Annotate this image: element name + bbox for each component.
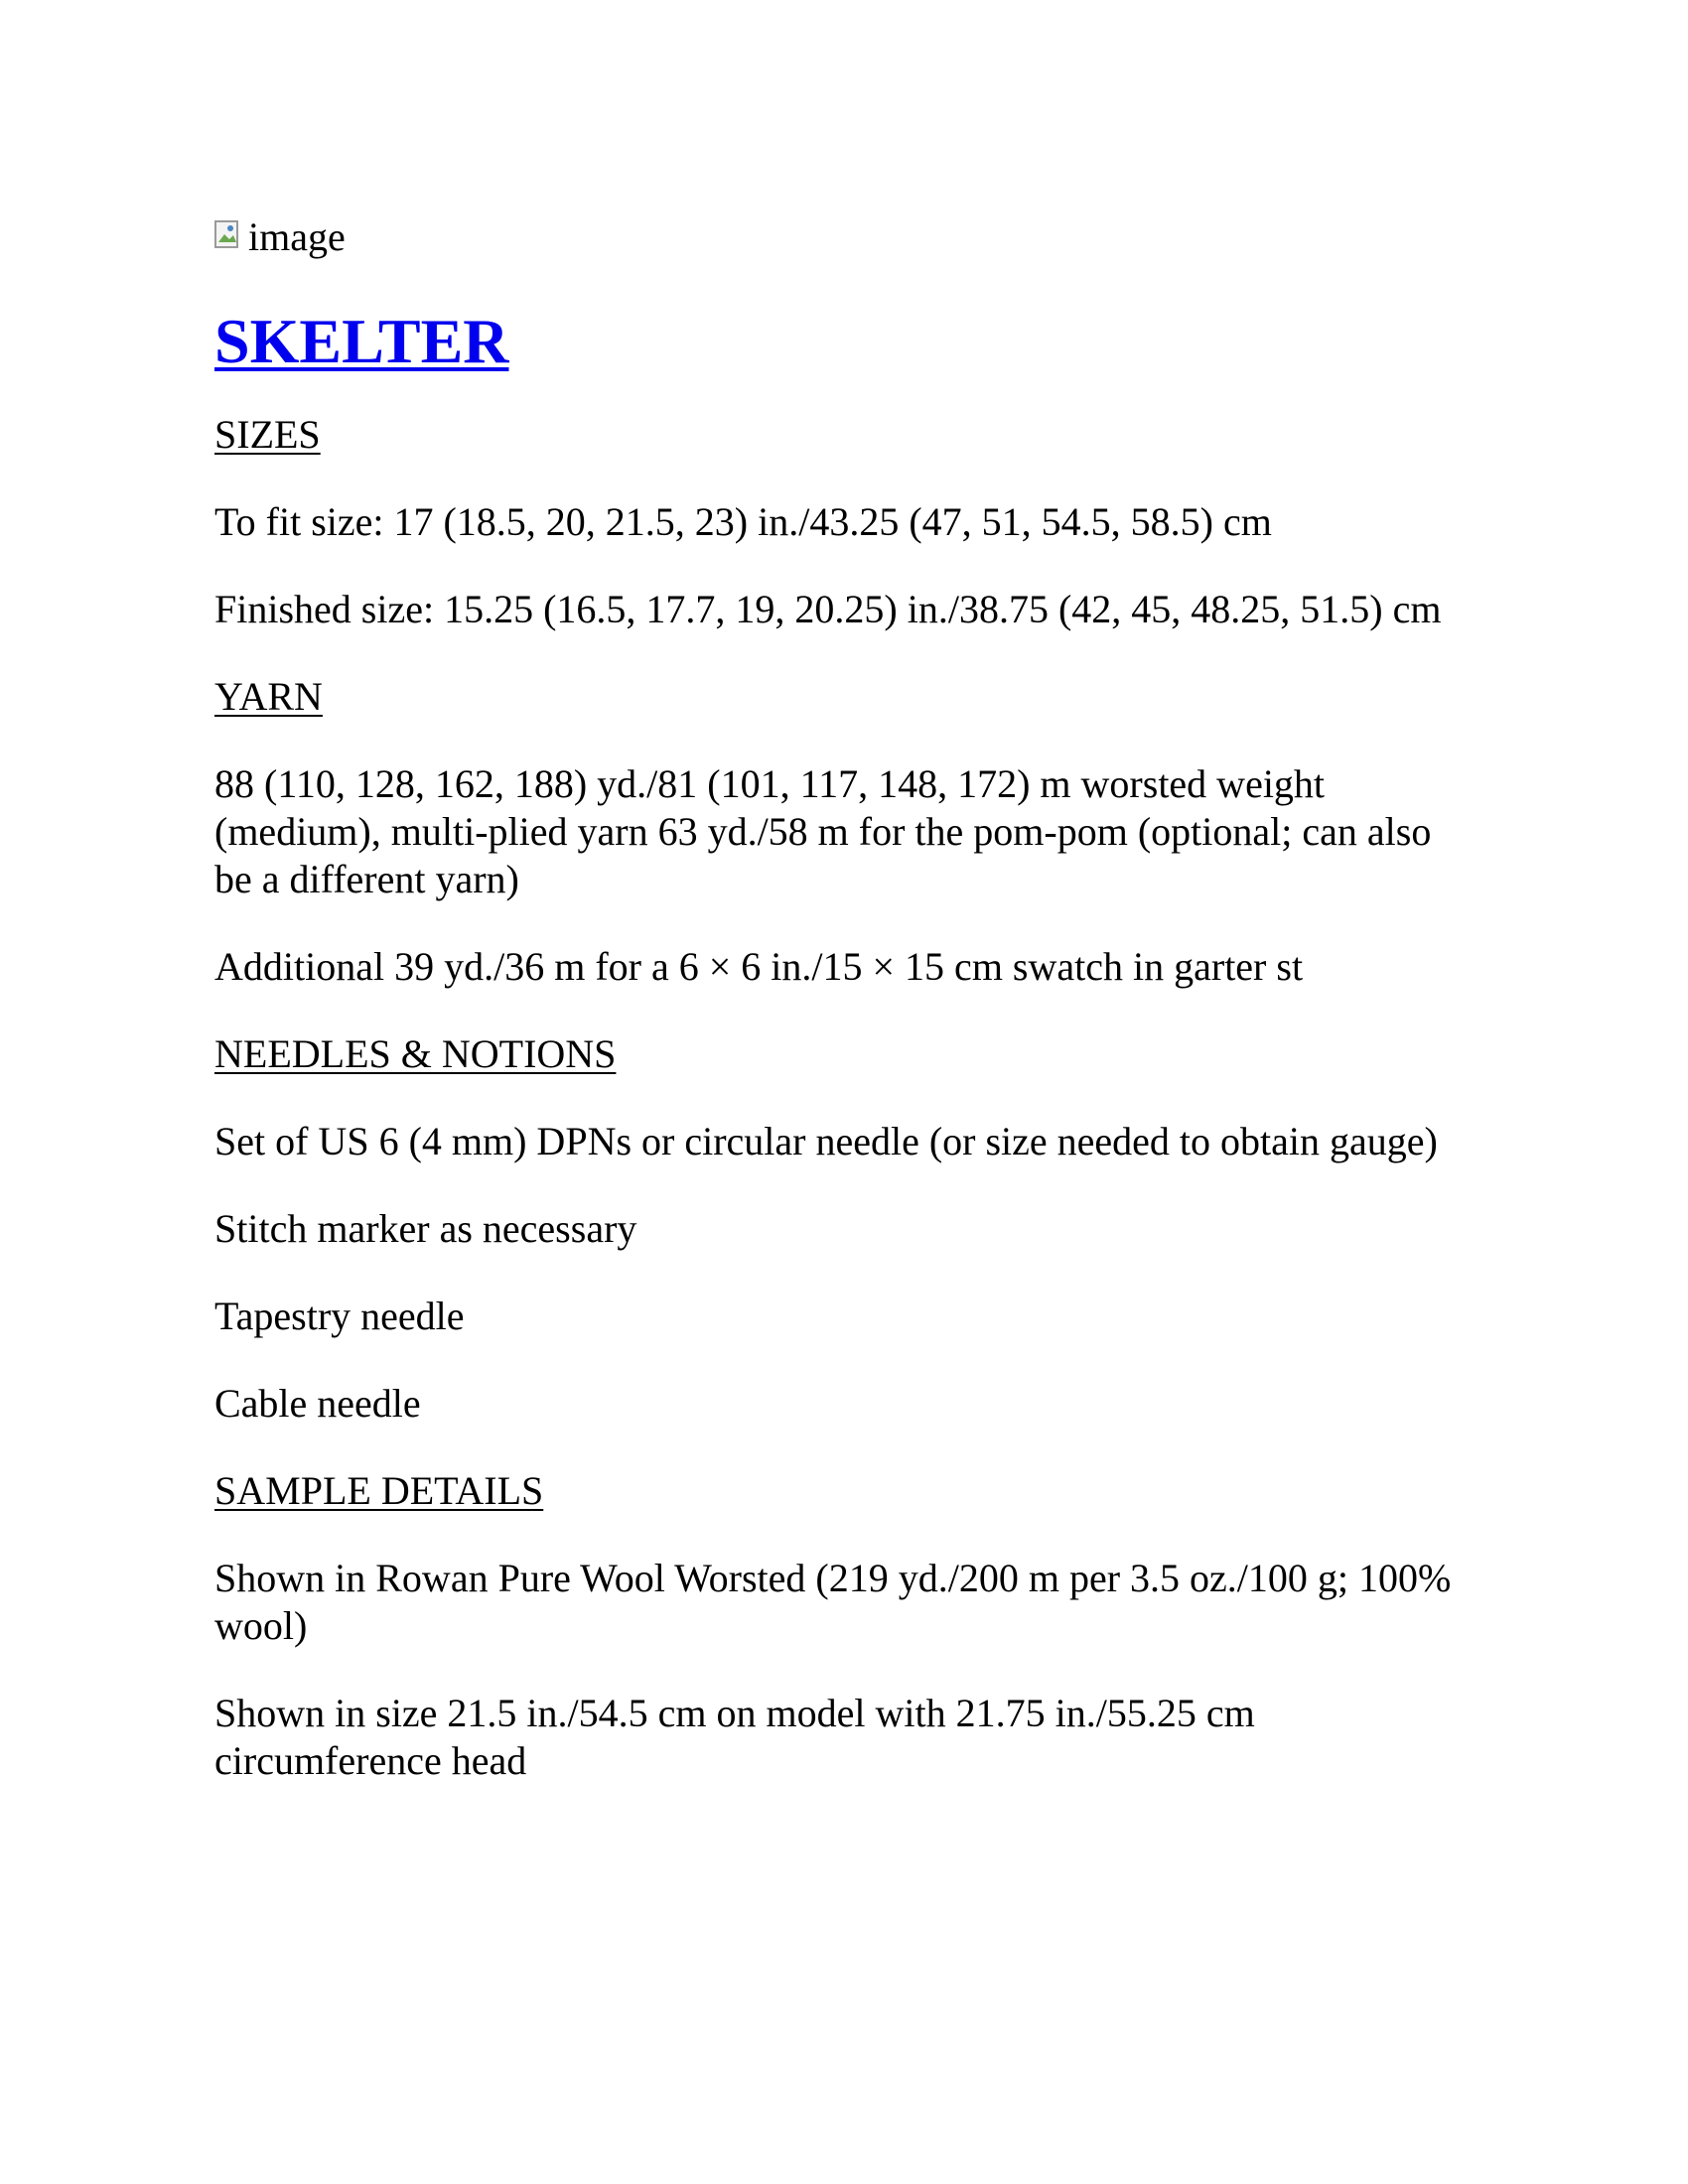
- needle-set-text: Set of US 6 (4 mm) DPNs or circular needle (or size needed to obtain gauge): [214, 1119, 1438, 1163]
- cable-needle-text: Cable needle: [214, 1381, 421, 1426]
- sizes-heading: SIZES: [214, 412, 321, 457]
- yarn-heading: YARN: [214, 674, 323, 719]
- pattern-title: [214, 302, 1466, 381]
- document-page: [214, 208, 1466, 1785]
- broken-image-alt-text: image: [248, 214, 346, 259]
- needles-notions-heading: NEEDLES & NOTIONS: [214, 1031, 617, 1076]
- sample-details-heading: SAMPLE DETAILS: [214, 1468, 544, 1513]
- broken-image: [214, 208, 1466, 266]
- tapestry-needle-text: Tapestry needle: [214, 1294, 465, 1338]
- fit-size-text: To fit size: 17 (18.5, 20, 21.5, 23) in./43.25 (47, 51, 54.5, 58.5) cm: [214, 499, 1272, 544]
- stitch-marker-text: Stitch marker as necessary: [214, 1206, 637, 1251]
- broken-image-icon: [214, 220, 246, 254]
- sample-size-text: Shown in size 21.5 in./54.5 cm on model with 21.75 in./55.25 cm circumference head: [214, 1691, 1255, 1783]
- finished-size-text: Finished size: 15.25 (16.5, 17.7, 19, 20.25) in./38.75 (42, 45, 48.25, 51.5) cm: [214, 587, 1442, 631]
- sample-yarn-text: Shown in Rowan Pure Wool Worsted (219 yd./200 m per 3.5 oz./100 g; 100% wool): [214, 1556, 1452, 1648]
- yarn-amount-text: 88 (110, 128, 162, 188) yd./81 (101, 117, 148, 172) m worsted weight (medium), multi-plied yarn 63 yd./58 m for the pom-pom (optional; can also be a different yarn): [214, 761, 1432, 901]
- pattern-title-link[interactable]: SKELTER: [214, 306, 509, 376]
- yarn-additional-text: Additional 39 yd./36 m for a 6 × 6 in./15 × 15 cm swatch in garter st: [214, 944, 1304, 989]
